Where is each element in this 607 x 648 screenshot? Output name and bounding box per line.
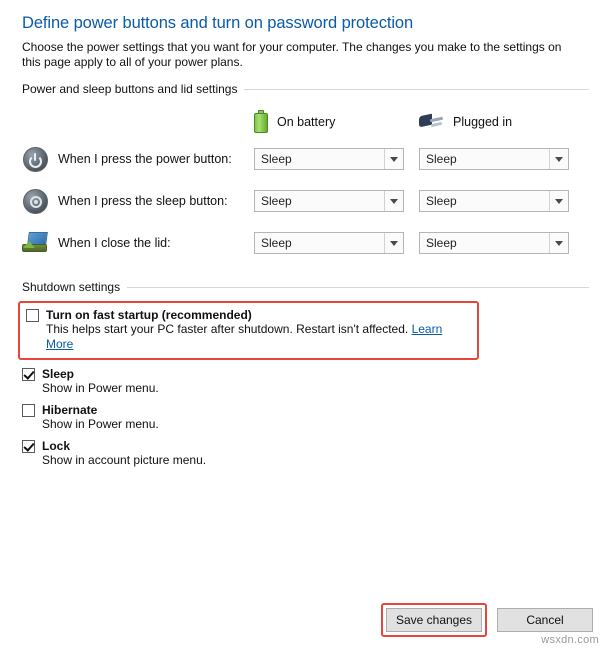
column-headers bbox=[22, 108, 589, 136]
lock-setting-row[interactable] bbox=[22, 439, 589, 453]
row-close-lid-label: When I close the lid: bbox=[58, 236, 171, 250]
cancel-button[interactable]: Cancel bbox=[497, 608, 593, 632]
group-legend-shutdown bbox=[22, 280, 589, 294]
power-button-on-battery-value: Sleep bbox=[261, 152, 292, 166]
laptop-lid-icon bbox=[22, 230, 48, 256]
group-power-sleep-lid bbox=[22, 82, 589, 264]
chevron-down-icon bbox=[384, 233, 403, 253]
power-plug-icon bbox=[419, 113, 445, 131]
group-divider bbox=[244, 89, 589, 90]
page-title: Define power buttons and turn on password protection bbox=[22, 14, 414, 32]
close-lid-on-battery-dropdown[interactable] bbox=[254, 232, 404, 254]
close-lid-on-battery-value: Sleep bbox=[261, 236, 292, 250]
lock-setting-block bbox=[22, 439, 589, 468]
row-power-button bbox=[22, 138, 589, 180]
row-close-lid bbox=[22, 222, 589, 264]
fast-startup-label: Turn on fast startup (recommended) bbox=[46, 308, 252, 322]
power-button-on-battery-dropdown[interactable] bbox=[254, 148, 404, 170]
lock-label: Lock bbox=[42, 439, 71, 453]
chevron-down-icon bbox=[384, 191, 403, 211]
column-on-battery-label: On battery bbox=[277, 115, 336, 129]
sleep-label: Sleep bbox=[42, 367, 75, 381]
fast-startup-highlight bbox=[18, 301, 479, 360]
hibernate-description: Show in Power menu. bbox=[42, 417, 159, 431]
sleep-button-plugged-in-value: Sleep bbox=[426, 194, 457, 208]
sleep-setting-row[interactable] bbox=[22, 367, 589, 381]
fast-startup-row[interactable] bbox=[26, 308, 471, 322]
sleep-description: Show in Power menu. bbox=[42, 381, 159, 395]
lock-description: Show in account picture menu. bbox=[42, 453, 207, 467]
row-sleep-button bbox=[22, 180, 589, 222]
fast-startup-checkbox[interactable] bbox=[26, 309, 39, 322]
row-power-button-label: When I press the power button: bbox=[58, 152, 232, 166]
sleep-button-icon bbox=[22, 188, 48, 214]
page-description: Choose the power settings that you want for your computer. The changes you make to the settings on this page apply to all of your power plans. bbox=[22, 40, 562, 69]
column-plugged-in bbox=[419, 113, 584, 131]
row-sleep-button-label-group bbox=[22, 188, 254, 214]
row-power-button-label-group bbox=[22, 146, 254, 172]
fast-startup-description-row bbox=[46, 322, 471, 352]
row-close-lid-label-group bbox=[22, 230, 254, 256]
chevron-down-icon bbox=[549, 191, 568, 211]
hibernate-setting-block bbox=[22, 403, 589, 432]
hibernate-label: Hibernate bbox=[42, 403, 98, 417]
sleep-button-plugged-in-dropdown[interactable] bbox=[419, 190, 569, 212]
save-changes-button[interactable]: Save changes bbox=[386, 608, 482, 632]
lock-checkbox[interactable] bbox=[22, 440, 35, 453]
chevron-down-icon bbox=[549, 233, 568, 253]
power-button-plugged-in-dropdown[interactable] bbox=[419, 148, 569, 170]
sleep-button-on-battery-value: Sleep bbox=[261, 194, 292, 208]
watermark: wsxdn.com bbox=[541, 634, 599, 646]
chevron-down-icon bbox=[384, 149, 403, 169]
group-shutdown-settings bbox=[22, 280, 589, 468]
column-on-battery bbox=[254, 110, 419, 134]
group-legend-text: Power and sleep buttons and lid settings bbox=[22, 82, 238, 96]
column-plugged-in-label: Plugged in bbox=[453, 115, 513, 129]
sleep-button-on-battery-dropdown[interactable] bbox=[254, 190, 404, 212]
group-divider bbox=[127, 287, 589, 288]
battery-icon bbox=[254, 110, 269, 134]
hibernate-checkbox[interactable] bbox=[22, 404, 35, 417]
close-lid-plugged-in-value: Sleep bbox=[426, 236, 457, 250]
hibernate-setting-row[interactable] bbox=[22, 403, 589, 417]
power-button-plugged-in-value: Sleep bbox=[426, 152, 457, 166]
close-lid-plugged-in-dropdown[interactable] bbox=[419, 232, 569, 254]
save-changes-highlight bbox=[381, 603, 487, 637]
group-legend-buttons-lid bbox=[22, 82, 589, 96]
cancel-button-wrap bbox=[497, 608, 593, 632]
sleep-setting-block bbox=[22, 367, 589, 396]
fast-startup-description: This helps start your PC faster after shutdown. Restart isn't affected. bbox=[46, 322, 409, 336]
chevron-down-icon bbox=[549, 149, 568, 169]
learn-more-link[interactable]: Learn More bbox=[46, 322, 443, 351]
group-legend-text: Shutdown settings bbox=[22, 280, 121, 294]
dialog-footer bbox=[0, 598, 607, 642]
row-sleep-button-label: When I press the sleep button: bbox=[58, 194, 228, 208]
sleep-checkbox[interactable] bbox=[22, 368, 35, 381]
power-button-icon bbox=[22, 146, 48, 172]
